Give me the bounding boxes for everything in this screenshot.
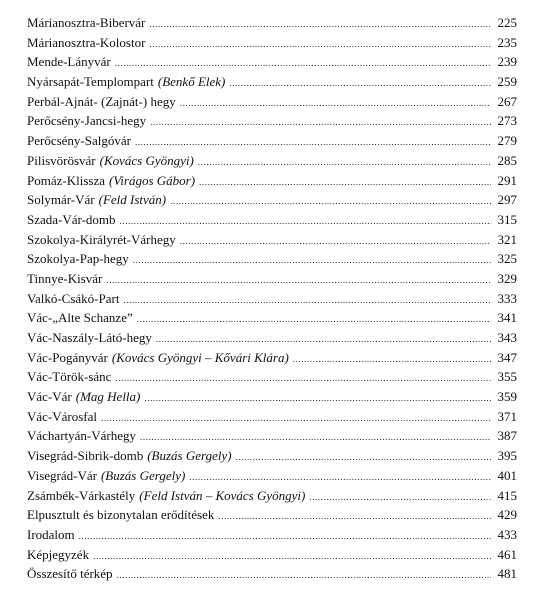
- dot-leader: [149, 35, 491, 55]
- toc-entry: [27, 52, 517, 72]
- toc-entry: [27, 33, 517, 53]
- toc-entry: [27, 210, 517, 230]
- toc-entry-title: Márianosztra-Kolostor: [27, 34, 146, 50]
- toc-entry-title: Perbál-Ajnát- (Zajnát-) hegy: [27, 93, 176, 109]
- toc-entry: [27, 486, 517, 506]
- toc-entry-title: Pomáz-Klissza: [27, 172, 105, 188]
- dot-leader: [293, 350, 491, 370]
- toc-entry: [27, 131, 517, 151]
- toc-entry: [27, 348, 517, 368]
- toc-entry-page-number: 235: [497, 34, 517, 50]
- toc-entry-author: (Buzás Gergely): [100, 467, 186, 483]
- dot-leader: [229, 74, 491, 94]
- dot-leader: [218, 507, 491, 527]
- dot-leader: [123, 291, 491, 311]
- toc-entry-title: Tinnye-Kisvár: [27, 270, 103, 286]
- toc-entry-page-number: 225: [497, 15, 517, 30]
- dot-leader: [236, 448, 491, 468]
- toc-entry-author: (Feld István – Kovács Gyöngyi): [139, 487, 306, 503]
- toc-entry-title: Perőcsény-Salgóvár: [27, 133, 131, 149]
- toc-entry: [27, 92, 517, 112]
- toc-entry-page-number: 429: [497, 507, 517, 523]
- toc-entry-title: Képjegyzék: [27, 546, 90, 562]
- dot-leader: [199, 173, 491, 193]
- toc-entry-title: Visegrád-Sibrik-domb: [27, 448, 144, 464]
- toc-entry-title: Elpusztult és bizonytalan erődítések: [27, 507, 215, 523]
- toc-entry-author: (Feld István): [98, 192, 167, 208]
- toc-entry: [27, 72, 517, 92]
- toc-entry-author: (Virágos Gábor): [108, 172, 196, 188]
- toc-entry: [27, 387, 517, 407]
- toc-entry-title: Váchartyán-Várhegy: [27, 428, 136, 444]
- toc-entry-title: Irodalom: [27, 526, 75, 542]
- toc-entry-page-number: 333: [497, 290, 517, 306]
- table-of-contents: [27, 13, 517, 584]
- toc-entry: [27, 564, 517, 584]
- toc-entry-title: Zsámbék-Várkastély: [27, 487, 136, 503]
- toc-entry-page-number: 259: [497, 74, 517, 90]
- toc-entry: [27, 249, 517, 269]
- toc-entry-title: Vác-Naszály-Látó-hegy: [27, 330, 152, 345]
- dot-leader: [133, 251, 491, 271]
- dot-leader: [198, 153, 491, 173]
- toc-entry: [27, 328, 517, 348]
- toc-entry-page-number: 297: [497, 192, 517, 208]
- toc-entry-title: Nyársapát-Templompart: [27, 74, 154, 90]
- toc-entry: [27, 545, 517, 565]
- dot-leader: [115, 369, 491, 389]
- dot-leader: [180, 232, 491, 252]
- toc-entry: [27, 426, 517, 446]
- toc-entry-title: Pilisvörösvár: [27, 152, 96, 168]
- toc-entry-title: Solymár-Vár: [27, 192, 95, 208]
- dot-leader: [117, 566, 491, 586]
- toc-entry: [27, 446, 517, 466]
- toc-entry: [27, 367, 517, 387]
- dot-leader: [101, 409, 491, 429]
- toc-entry-title: Szokolya-Pap-hegy: [27, 251, 129, 267]
- toc-entry-page-number: 401: [497, 467, 517, 483]
- dot-leader: [144, 389, 491, 409]
- dot-leader: [309, 488, 491, 508]
- dot-leader: [93, 547, 491, 567]
- toc-entry: [27, 505, 517, 525]
- toc-entry: [27, 230, 517, 250]
- toc-entry-author: (Buzás Gergely): [147, 448, 232, 464]
- toc-entry-page-number: 239: [497, 54, 517, 70]
- toc-entry: [27, 151, 517, 171]
- toc-entry-title: Vác-Török-sánc: [27, 369, 112, 385]
- toc-entry-title: Vác-Vár: [27, 389, 72, 405]
- toc-entry: [27, 308, 517, 328]
- toc-entry-title: Szada-Vár-domb: [27, 211, 116, 227]
- toc-entry: [27, 190, 517, 210]
- toc-entry-title: Mende-Lányvár: [27, 54, 111, 70]
- toc-entry-author: (Kovács Gyöngyi): [99, 152, 194, 168]
- toc-entry-author: (Mag Hella): [75, 389, 141, 405]
- toc-entry-page-number: 415: [497, 487, 517, 503]
- toc-entry-page-number: 433: [497, 526, 517, 542]
- toc-entry-title: Valkó-Csákó-Part: [27, 290, 120, 306]
- dot-leader: [180, 94, 491, 114]
- toc-entry-author: (Benkő Elek): [157, 74, 226, 90]
- toc-entry-page-number: 461: [497, 546, 517, 562]
- toc-entry-page-number: 343: [497, 330, 517, 345]
- toc-entry-page-number: 291: [497, 172, 517, 188]
- toc-entry: [27, 171, 517, 191]
- toc-entry: [27, 407, 517, 427]
- toc-entry-page-number: 481: [497, 566, 517, 582]
- toc-entry: [27, 289, 517, 309]
- toc-entry-title: Vác-Pogányvár: [27, 349, 108, 365]
- toc-entry-page-number: 315: [497, 211, 517, 227]
- toc-entry-title: Perőcsény-Jancsi-hegy: [27, 113, 147, 129]
- toc-entry-title: Visegrád-Vár: [27, 467, 97, 483]
- toc-entry-page-number: 341: [497, 310, 517, 326]
- toc-entry-page-number: 279: [497, 133, 517, 149]
- toc-entry-author: (Kovács Gyöngyi – Kővári Klára): [111, 349, 289, 365]
- toc-entry: [27, 466, 517, 486]
- toc-entry-page-number: 387: [497, 428, 517, 444]
- toc-entry-page-number: 285: [497, 152, 517, 168]
- toc-entry: [27, 13, 517, 33]
- dot-leader: [79, 527, 491, 547]
- dot-leader: [150, 113, 491, 133]
- toc-entry-page-number: 355: [497, 369, 517, 385]
- toc-entry-title: Vác-Városfal: [27, 408, 98, 424]
- toc-entry-title: Összesítő térkép: [27, 566, 113, 582]
- toc-entry-title: Szokolya-Királyrét-Várhegy: [27, 231, 176, 247]
- toc-entry: [27, 111, 517, 131]
- toc-entry-page-number: 267: [497, 93, 517, 109]
- toc-entry: [27, 525, 517, 545]
- toc-entry-page-number: 325: [497, 251, 517, 267]
- toc-entry-page-number: 359: [497, 389, 517, 405]
- toc-entry-page-number: 273: [497, 113, 517, 129]
- dot-leader: [137, 310, 491, 330]
- toc-entry: [27, 269, 517, 289]
- toc-entry-page-number: 347: [497, 349, 517, 365]
- toc-entry-page-number: 329: [497, 270, 517, 286]
- dot-leader: [149, 15, 491, 35]
- toc-entry-title: Márianosztra-Bibervár: [27, 15, 146, 30]
- dot-leader: [170, 192, 491, 212]
- toc-entry-page-number: 371: [497, 408, 517, 424]
- toc-entry-page-number: 321: [497, 231, 517, 247]
- toc-entry-title: Vác-„Alte Schanze”: [27, 310, 133, 326]
- toc-entry-page-number: 395: [497, 448, 517, 464]
- dot-leader: [106, 271, 491, 291]
